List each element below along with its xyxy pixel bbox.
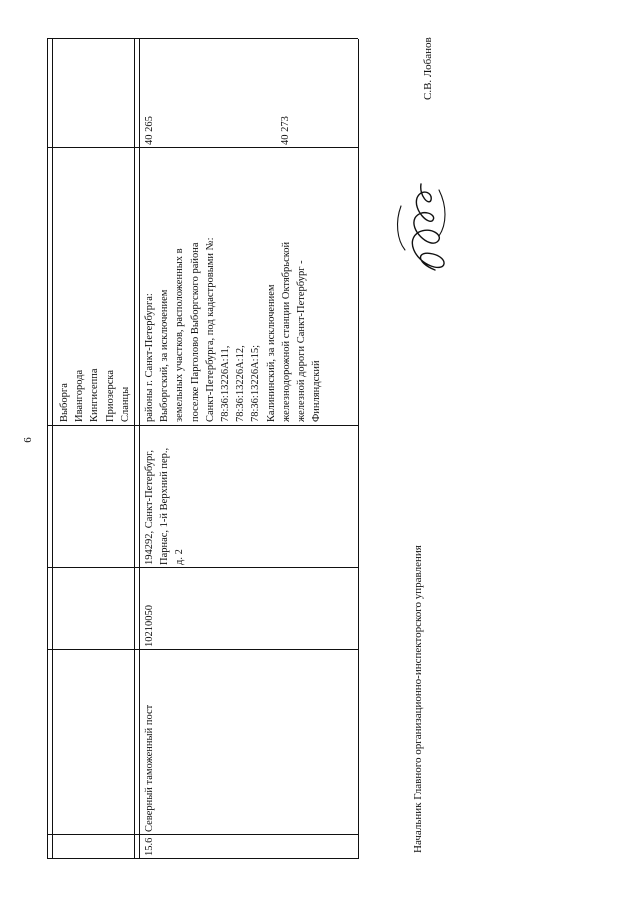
region-line: поселке Парголово Выборгского района: [189, 242, 201, 422]
page-number: 6: [22, 437, 34, 443]
region-line: Выборгский, за исключением: [159, 289, 171, 422]
handwritten-signature: [375, 170, 465, 280]
column-divider-3: [47, 567, 358, 568]
customs-post-code: 10210050: [144, 605, 155, 647]
table-inner-top-border: [52, 39, 53, 859]
customs-post-name: Северный таможенный пост: [144, 704, 155, 832]
table-right-border: [47, 38, 358, 39]
region-line: районы г. Санкт-Петербурга:: [144, 293, 155, 422]
column-divider-5: [47, 147, 358, 148]
column-divider-4: [47, 425, 358, 426]
cities-list: [57, 368, 133, 422]
address-line: д. 2: [174, 549, 186, 565]
signatory-name: С.В. Лобанов: [422, 37, 434, 100]
table-bottom-border: [358, 39, 359, 859]
region-line: железной дороги Санкт-Петербург -: [296, 260, 308, 422]
region-line: земельных участков, расположенных в: [174, 248, 186, 422]
row-number: 15.6: [144, 837, 155, 856]
territory-code: 40 273: [280, 116, 291, 145]
territory-code: 40 265: [144, 116, 155, 145]
address-line: 194292, Санкт-Петербург,: [144, 449, 155, 565]
column-divider-2: [47, 649, 358, 650]
table-top-border: [47, 39, 48, 859]
region-line: железнодорожной станции Октябрьской: [280, 241, 292, 422]
city-line: Сланцы: [119, 386, 131, 422]
customs-post-address: [142, 448, 188, 565]
address-line: Парнас, 1-й Верхний пер.,: [159, 447, 171, 565]
region-line: 78:36:13226А:15;: [250, 344, 262, 422]
region-line: 78:36:13226А:11,: [220, 345, 232, 422]
row-divider-inner: [139, 39, 140, 859]
row-divider: [134, 39, 135, 859]
signatory-position: Начальник Главного организационно-инспекторского управления: [412, 545, 424, 853]
region-line: 78:36:13226А:12,: [235, 345, 247, 422]
region-description: [142, 237, 324, 422]
column-divider-1: [47, 834, 358, 835]
city-line: Ивангорода: [74, 369, 86, 422]
region-line: Калининский, за исключением: [265, 284, 277, 422]
table-left-border: [47, 858, 358, 859]
city-line: Приозерска: [104, 369, 116, 422]
city-line: Кингисеппа: [89, 368, 101, 422]
city-line: Выборга: [59, 383, 70, 422]
region-line: Финляндский: [311, 360, 323, 422]
region-line: Санкт-Петербурга, под кадастровыми №:: [204, 237, 216, 422]
